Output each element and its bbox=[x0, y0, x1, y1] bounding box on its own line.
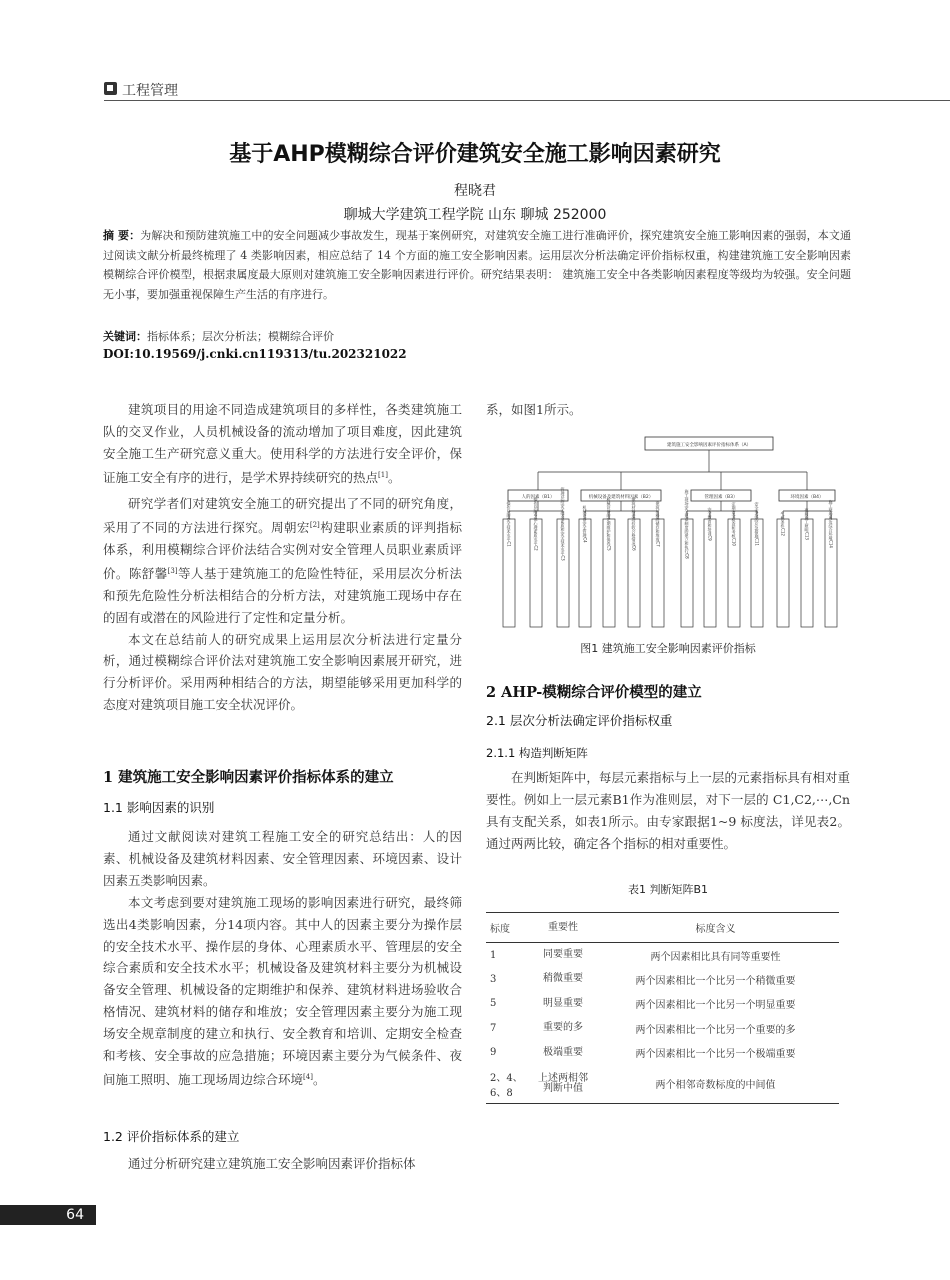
table-cell: 稍微重要 bbox=[543, 973, 583, 985]
leaf-c3 bbox=[557, 486, 569, 627]
paragraph bbox=[103, 493, 462, 629]
figure-1-caption: 图1 建筑施工安全影响因素评价指标 bbox=[580, 642, 756, 655]
paragraph-text: 。 bbox=[387, 469, 401, 485]
leaf-c11 bbox=[751, 501, 763, 627]
affiliation: 聊城大学建筑工程学院 山东 聊城 252000 bbox=[343, 207, 607, 223]
table-header-row bbox=[486, 913, 839, 943]
paragraph-text: 等人基于建筑施工的危险性特征，采用层次分析法和预先危险性分析法相结合的分析方法，对建筑施工现场中存在的固有或潜在的风险进行了定性和定量分析。 bbox=[103, 565, 462, 625]
table-cell: 重要的多 bbox=[543, 1022, 583, 1034]
leaf-c9-label: 安全教育和培训C9 bbox=[707, 507, 713, 541]
journal-section-icon bbox=[104, 82, 117, 95]
paragraph: 系，如图1所示。 bbox=[486, 402, 582, 417]
paragraph-text: 构建职业素质的评判指标体系，利用模糊综合评价法结合实例对安全管理人员职业素质评价。陈舒馨 bbox=[103, 519, 462, 581]
citation: [1] bbox=[378, 470, 388, 479]
leaf-c13-label: 夜间施工照明C13 bbox=[804, 508, 810, 540]
leaf-c6-label: 建筑材料进场验收合格情况C6 bbox=[631, 497, 637, 551]
table-header-cell: 重要性 bbox=[534, 913, 592, 943]
table-row bbox=[486, 1016, 839, 1041]
root-node-label: 建筑施工安全影响因素评价指标体系（A） bbox=[666, 443, 752, 448]
paragraph-text: 。 bbox=[312, 1072, 326, 1088]
doi: DOI:10.19569/j.cnki.cn119313/tu.202321022 bbox=[103, 347, 407, 361]
right-column-intro bbox=[486, 399, 850, 421]
right-column-body bbox=[486, 767, 850, 855]
citation: [3] bbox=[167, 566, 178, 575]
leaf-c10-label: 定期安全检查和考核C10 bbox=[731, 502, 737, 546]
section-heading-1: 1 建筑施工安全影响因素评价指标体系的建立 bbox=[103, 769, 394, 786]
table-cell: 5 bbox=[490, 998, 497, 1010]
subsection-heading-1-1: 1.1 影响因素的识别 bbox=[103, 800, 215, 815]
table-cell: 两个因素相比一个比另一个稍微重要 bbox=[635, 975, 796, 987]
table-1 bbox=[486, 912, 839, 1104]
figure-1-hierarchy-diagram bbox=[495, 432, 850, 632]
leaf-c14 bbox=[825, 499, 837, 627]
table-1-caption: 表1 判断矩阵B1 bbox=[627, 883, 709, 896]
leaf-c5-label: 机械设备的定期维护和保养C5 bbox=[606, 497, 612, 551]
group-b3-label: 管理因素（B3） bbox=[704, 495, 738, 500]
leaf-c5 bbox=[603, 496, 615, 627]
subsection-heading-1-2: 1.2 评价指标体系的建立 bbox=[103, 1129, 240, 1144]
table-row bbox=[486, 967, 839, 992]
section-heading-2: 2 AHP-模糊综合评价模型的建立 bbox=[486, 684, 702, 701]
table-row bbox=[486, 992, 839, 1017]
table-cell: 同要重要 bbox=[543, 949, 583, 960]
table-row bbox=[486, 1065, 839, 1103]
leaf-c6 bbox=[628, 496, 640, 627]
table-cell: 1 bbox=[490, 949, 497, 961]
table-cell: 明显重要 bbox=[543, 997, 583, 1009]
keywords-label: 关键词： bbox=[103, 330, 147, 343]
table-cell: 两个因素相比一个比另一个明显重要 bbox=[635, 1000, 796, 1012]
table-header-cell: 标度含义 bbox=[592, 913, 839, 943]
leaf-c7 bbox=[652, 500, 664, 627]
paragraph: 通过文献阅读对建筑工程施工安全的研究总结出：人的因素、机械设备及建筑材料因素、安全管理因素、环境因素、设计因素五类影响因素。 bbox=[103, 829, 462, 888]
table-row bbox=[486, 1041, 839, 1066]
leaf-c1-label: 操作层的安全技术水平C1 bbox=[506, 501, 512, 547]
journal-section-label: 工程管理 bbox=[122, 83, 178, 99]
leaf-c7-label: 建筑材料的储存和堆放C7 bbox=[655, 501, 661, 547]
paragraph bbox=[103, 399, 462, 489]
subsection-heading-2-1: 2.1 层次分析法确定评价指标权重 bbox=[486, 713, 673, 728]
table-cell: 上述两相邻判断中值 bbox=[534, 1065, 592, 1103]
paragraph: 在判断矩阵中，每层元素指标与上一层的元素指标具有相对重要性。例如上一层元素B1作为准则层，对下一层的 C1,C2,⋯,Cn具有支配关系，如表1所示。由专家跟据1~9 标度法，详见表2。通过两两比较，确定各个指标的相对重要性。 bbox=[486, 770, 850, 851]
paragraph: 通过分析研究建立建筑施工安全影响因素评价指标体 bbox=[128, 1156, 416, 1171]
table-cell: 两个因素相比一个比另一个重要的多 bbox=[635, 1024, 796, 1036]
paragraph bbox=[103, 892, 462, 1091]
table-cell: 两个因素相比一个比另一个极端重要 bbox=[635, 1049, 796, 1061]
table-cell: 两个因素相比具有同等重要性 bbox=[650, 951, 781, 963]
paragraph-text: 本文考虑到要对建筑施工现场的影响因素进行研究，最终筛选出4类影响因素，分14项内容。其中人的因素主要分为操作层的安全技术水平、操作层的身体、心理素质水平、管理层的安全综合素质和安全技术水平；机械设备及建筑材料主要分为机械设备安全管理、机械设备的定期维护和保养、建筑材料进场验收合格情况、建筑材料的储存和堆放；安全管理因素主要分为施工现场安全规章制度的建立和执行、安全教育和培训、定期安全检查和考核、安全事故的应急措施；环境因素主要分为气候条件、夜间施工照明、施工现场周边综合环境 bbox=[103, 894, 462, 1088]
header-divider bbox=[104, 100, 950, 101]
abstract-label: 摘 要： bbox=[103, 229, 141, 242]
table-cell: 极端重要 bbox=[543, 1046, 583, 1058]
table-row bbox=[486, 943, 839, 968]
paragraph-text: 研究学者们对建筑安全施工的研究提出了不同的研究角度，采用了不同的方法进行探究。周朝宏 bbox=[103, 495, 462, 535]
leaf-c8 bbox=[681, 488, 693, 627]
table-cell: 两个相邻奇数标度的中间值 bbox=[592, 1065, 839, 1103]
keywords-text: 指标体系；层次分析法；模糊综合评价 bbox=[147, 330, 334, 343]
keywords bbox=[103, 328, 334, 344]
author: 程晓君 bbox=[454, 183, 496, 199]
leaf-c12 bbox=[777, 511, 789, 627]
leaf-c2 bbox=[530, 496, 542, 627]
group-b2 bbox=[581, 472, 661, 519]
table-header-cell: 标度 bbox=[486, 913, 534, 943]
paper-title: 基于AHP模糊综合评价建筑安全施工影响因素研究 bbox=[229, 142, 721, 167]
citation: [4] bbox=[303, 1072, 313, 1081]
paragraph: 本文在总结前人的研究成果上运用层次分析法进行定量分析，通过模糊综合评价法对建筑施工安全影响因素展开研究，进行分析评价。采用两种相结合的方法，期望能够采用更加科学的态度对建筑项目施工安全状况评价。 bbox=[103, 631, 462, 713]
leaf-c2-label: 操作层的身体心理素质水平C2 bbox=[533, 497, 539, 551]
page-number: 64 bbox=[66, 1207, 84, 1223]
leaf-c14-label: 施工现场周边综合环境C14 bbox=[828, 500, 834, 548]
group-b1-label: 人的因素（B1） bbox=[521, 495, 555, 500]
leaf-c13 bbox=[801, 507, 813, 627]
table-cell: 7 bbox=[490, 1022, 497, 1034]
abstract-text: 为解决和预防建筑施工中的安全问题减少事故发生，现基于案例研究，对建筑安全施工进行准确评价，探究建筑安全施工影响因素的强弱，本文通过阅读文献分析最终梳理了 4 类影响因素，相应总结了 14 个方面的施工安全影响因素。运用层次分析法确定评价指标权重，构建建筑施工安全影响因素模糊综合评价模型，根据隶属度最大原则对建筑施工安全影响因素进行评价。研究结果表明： 建筑施工安全中各类影响因素程度等级均为较强。安全问题无小事，要加强重视保障生产生活的有序进行。 bbox=[103, 229, 851, 301]
leaf-c8-label: 施工现场安全规章制度的建立和执行C8 bbox=[684, 489, 690, 559]
left-column-body bbox=[103, 826, 462, 1091]
table-cell: 9 bbox=[490, 1047, 497, 1059]
group-b2-label: 机械设备及建筑材料因素（B2） bbox=[588, 495, 654, 500]
group-b3 bbox=[687, 472, 757, 519]
leaf-c11-label: 安全事故的应急措施C11 bbox=[754, 502, 760, 546]
leaf-c3-label: 管理层的安全综合素质和安全技术水平C3 bbox=[560, 487, 566, 561]
table-cell: 3 bbox=[490, 973, 497, 985]
leaf-c4 bbox=[579, 504, 591, 627]
abstract bbox=[103, 226, 851, 304]
left-column-intro bbox=[103, 399, 462, 716]
subsection-heading-2-1-1: 2.1.1 构造判断矩阵 bbox=[486, 746, 588, 760]
page-number-tab bbox=[0, 1205, 96, 1225]
leaf-c4-label: 机械设备安全管理C4 bbox=[582, 505, 588, 543]
citation: [2] bbox=[309, 520, 320, 529]
leaf-c1 bbox=[503, 500, 515, 627]
left-column-tail bbox=[103, 1153, 462, 1175]
leaf-c10 bbox=[728, 501, 740, 627]
leaf-c9 bbox=[704, 506, 716, 627]
paragraph-text: 建筑项目的用途不同造成建筑项目的多样性，各类建筑施工队的交叉作业，人员机械设备的流动增加了项目难度，因此建筑安全施工生产研究意义重大。使用科学的方法进行安全评价，保证施工安全有序的进行，是学术界持续研究的热点 bbox=[103, 402, 462, 485]
group-b4-label: 环境因素（B4） bbox=[790, 495, 824, 500]
leaf-c12-label: 气候条件C12 bbox=[780, 512, 786, 536]
table-cell: 2、4、6、8 bbox=[486, 1065, 534, 1103]
